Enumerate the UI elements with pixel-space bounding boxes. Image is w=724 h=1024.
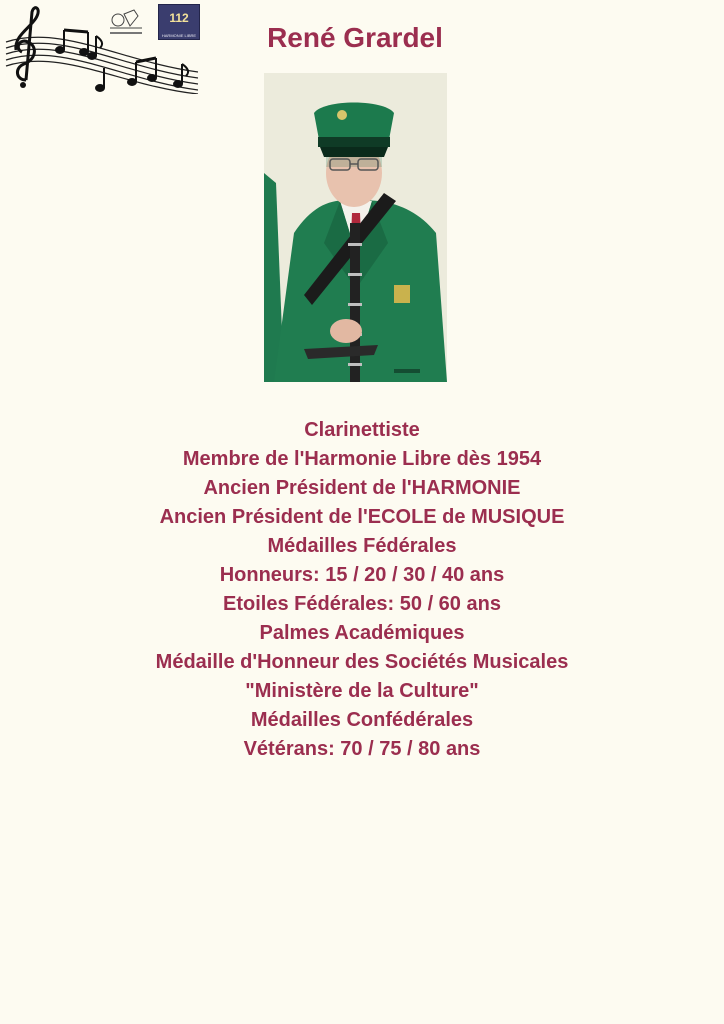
medailles-federales-block [0, 532, 724, 619]
membership: Membre de l'Harmonie Libre dès 1954 [182, 448, 542, 470]
president-ecole-block [0, 503, 724, 532]
president-ecole: Ancien Président de l'ECOLE de MUSIQUE [159, 506, 565, 528]
role-block [0, 416, 724, 445]
harmonie-libre-logo [158, 4, 200, 40]
logo-badge-caption: HARMONIE LIBRE [161, 33, 197, 38]
biography [0, 416, 724, 764]
etoiles-line: Etoiles Fédérales: 50 / 60 ans [223, 593, 501, 615]
medailles-federales-title: Médailles Fédérales [267, 535, 457, 557]
palmes-block [0, 619, 724, 648]
medailles-confederales-block [0, 706, 724, 764]
role: Clarinettiste [304, 419, 420, 441]
president-harmonie: Ancien Président de l'HARMONIE [203, 477, 521, 499]
medaille-honneur-block [0, 648, 724, 706]
palmes-academiques: Palmes Académiques [259, 622, 465, 644]
ministere-line: "Ministère de la Culture" [245, 680, 479, 702]
ecole-musique-logo [104, 6, 148, 38]
medailles-confederales-title: Médailles Confédérales [250, 709, 474, 731]
medaille-honneur-title: Médaille d'Honneur des Sociétés Musicales [155, 651, 569, 673]
veterans-line: Vétérans: 70 / 75 / 80 ans [243, 738, 481, 760]
member-block [0, 445, 724, 474]
logo-badge-number: 112 [169, 11, 189, 25]
president-harmonie-block [0, 474, 724, 503]
portrait-photo [264, 73, 447, 382]
honneurs-line: Honneurs: 15 / 20 / 30 / 40 ans [219, 564, 505, 586]
page-title: René Grardel [267, 22, 443, 53]
